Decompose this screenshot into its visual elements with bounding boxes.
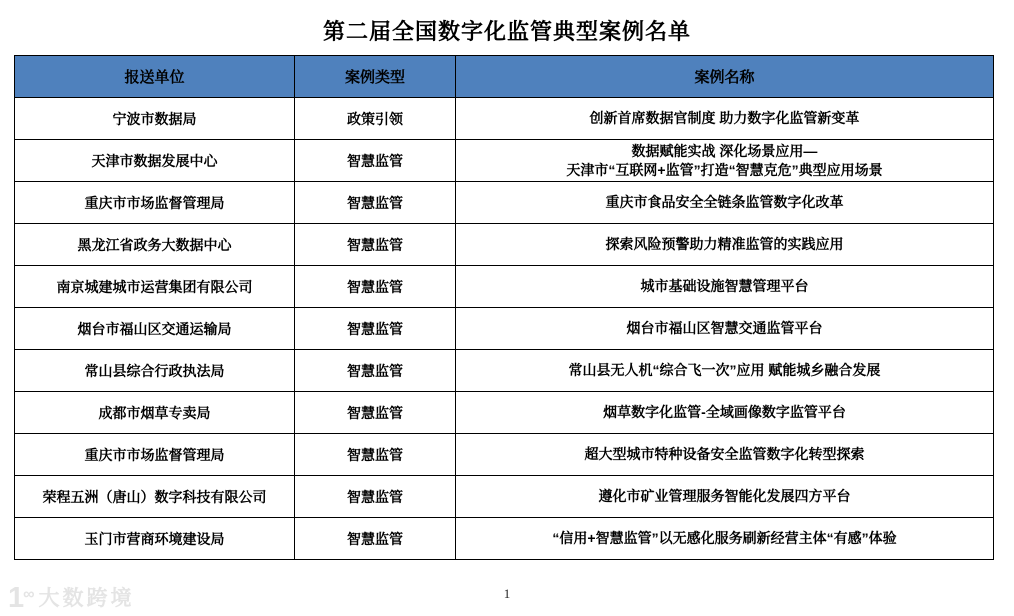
- col-header-case-name: 案例名称: [456, 56, 994, 98]
- case-name-cell: [456, 98, 994, 140]
- table-row: [15, 350, 994, 392]
- reporting-unit-cell: 天津市数据发展中心: [15, 140, 295, 182]
- case-name-line: 常山县无人机“综合飞一次”应用 赋能城乡融合发展: [568, 362, 881, 378]
- case-name-line: 遵化市矿业管理服务智能化发展四方平台: [598, 488, 851, 504]
- reporting-unit-cell: 成都市烟草专卖局: [15, 392, 295, 434]
- case-name-line: “信用+智慧监管”以无感化服务刷新经营主体“有感”体验: [552, 530, 897, 546]
- case-type-cell: 智慧监管: [295, 266, 456, 308]
- reporting-unit-cell: 烟台市福山区交通运输局: [15, 308, 295, 350]
- case-type-cell: 智慧监管: [295, 140, 456, 182]
- case-name-cell: [456, 182, 994, 224]
- case-name-cell: [456, 476, 994, 518]
- col-header-reporting-unit: 报送单位: [15, 56, 295, 98]
- case-name-line: 超大型城市特种设备安全监管数字化转型探索: [584, 446, 865, 462]
- infinity-100-logo: 1∞: [8, 582, 33, 614]
- case-name-cell: [456, 518, 994, 560]
- case-type-cell: 智慧监管: [295, 518, 456, 560]
- case-name-line: 城市基础设施智慧管理平台: [640, 278, 809, 294]
- case-name-line: 探索风险预警助力精准监管的实践应用: [605, 236, 844, 252]
- reporting-unit-cell: 重庆市市场监督管理局: [15, 182, 295, 224]
- case-name-line: 烟台市福山区智慧交通监管平台: [626, 320, 823, 336]
- case-type-cell: 智慧监管: [295, 224, 456, 266]
- reporting-unit-cell: 宁波市数据局: [15, 98, 295, 140]
- reporting-unit-cell: 南京城建城市运营集团有限公司: [15, 266, 295, 308]
- reporting-unit-cell: 玉门市营商环境建设局: [15, 518, 295, 560]
- table-row: [15, 308, 994, 350]
- page-title: 第二届全国数字化监管典型案例名单: [322, 19, 691, 44]
- case-name-line: 烟草数字化监管-全域画像数字监管平台: [603, 404, 846, 420]
- cases-table: [14, 55, 994, 560]
- case-type-cell: 智慧监管: [295, 350, 456, 392]
- case-name-line: 重庆市食品安全全链条监管数字化改革: [605, 194, 844, 210]
- case-name-cell: [456, 434, 994, 476]
- table-row: [15, 266, 994, 308]
- table-row: [15, 140, 994, 182]
- page-number: 1: [503, 586, 511, 601]
- case-name-cell: [456, 140, 994, 182]
- case-name-cell: [456, 350, 994, 392]
- case-name-line: 数据赋能实战 深化场景应用—: [631, 142, 818, 159]
- table-row: [15, 392, 994, 434]
- case-type-cell: 智慧监管: [295, 392, 456, 434]
- case-name-cell: [456, 308, 994, 350]
- reporting-unit-cell: 荣程五洲（唐山）数字科技有限公司: [15, 476, 295, 518]
- table-row: [15, 224, 994, 266]
- case-name-cell: [456, 224, 994, 266]
- case-name-cell: [456, 266, 994, 308]
- case-name-line: 天津市“互联网+监管”打造“智慧克危”典型应用场景: [566, 161, 883, 178]
- table-row: [15, 182, 994, 224]
- case-name-line: 创新首席数据官制度 助力数字化监管新变革: [589, 110, 860, 126]
- reporting-unit-cell: 黑龙江省政务大数据中心: [15, 224, 295, 266]
- watermark-brand-text: 大数跨境: [38, 586, 135, 610]
- table-row: [15, 434, 994, 476]
- case-type-cell: 智慧监管: [295, 434, 456, 476]
- table-row: [15, 98, 994, 140]
- col-header-case-type: 案例类型: [295, 56, 456, 98]
- case-type-cell: 智慧监管: [295, 182, 456, 224]
- table-row: [15, 518, 994, 560]
- case-type-cell: 政策引领: [295, 98, 456, 140]
- case-type-cell: 智慧监管: [295, 308, 456, 350]
- table-header-row: [15, 56, 994, 98]
- reporting-unit-cell: 重庆市市场监督管理局: [15, 434, 295, 476]
- table-row: [15, 476, 994, 518]
- reporting-unit-cell: 常山县综合行政执法局: [15, 350, 295, 392]
- case-type-cell: 智慧监管: [295, 476, 456, 518]
- case-name-cell: [456, 392, 994, 434]
